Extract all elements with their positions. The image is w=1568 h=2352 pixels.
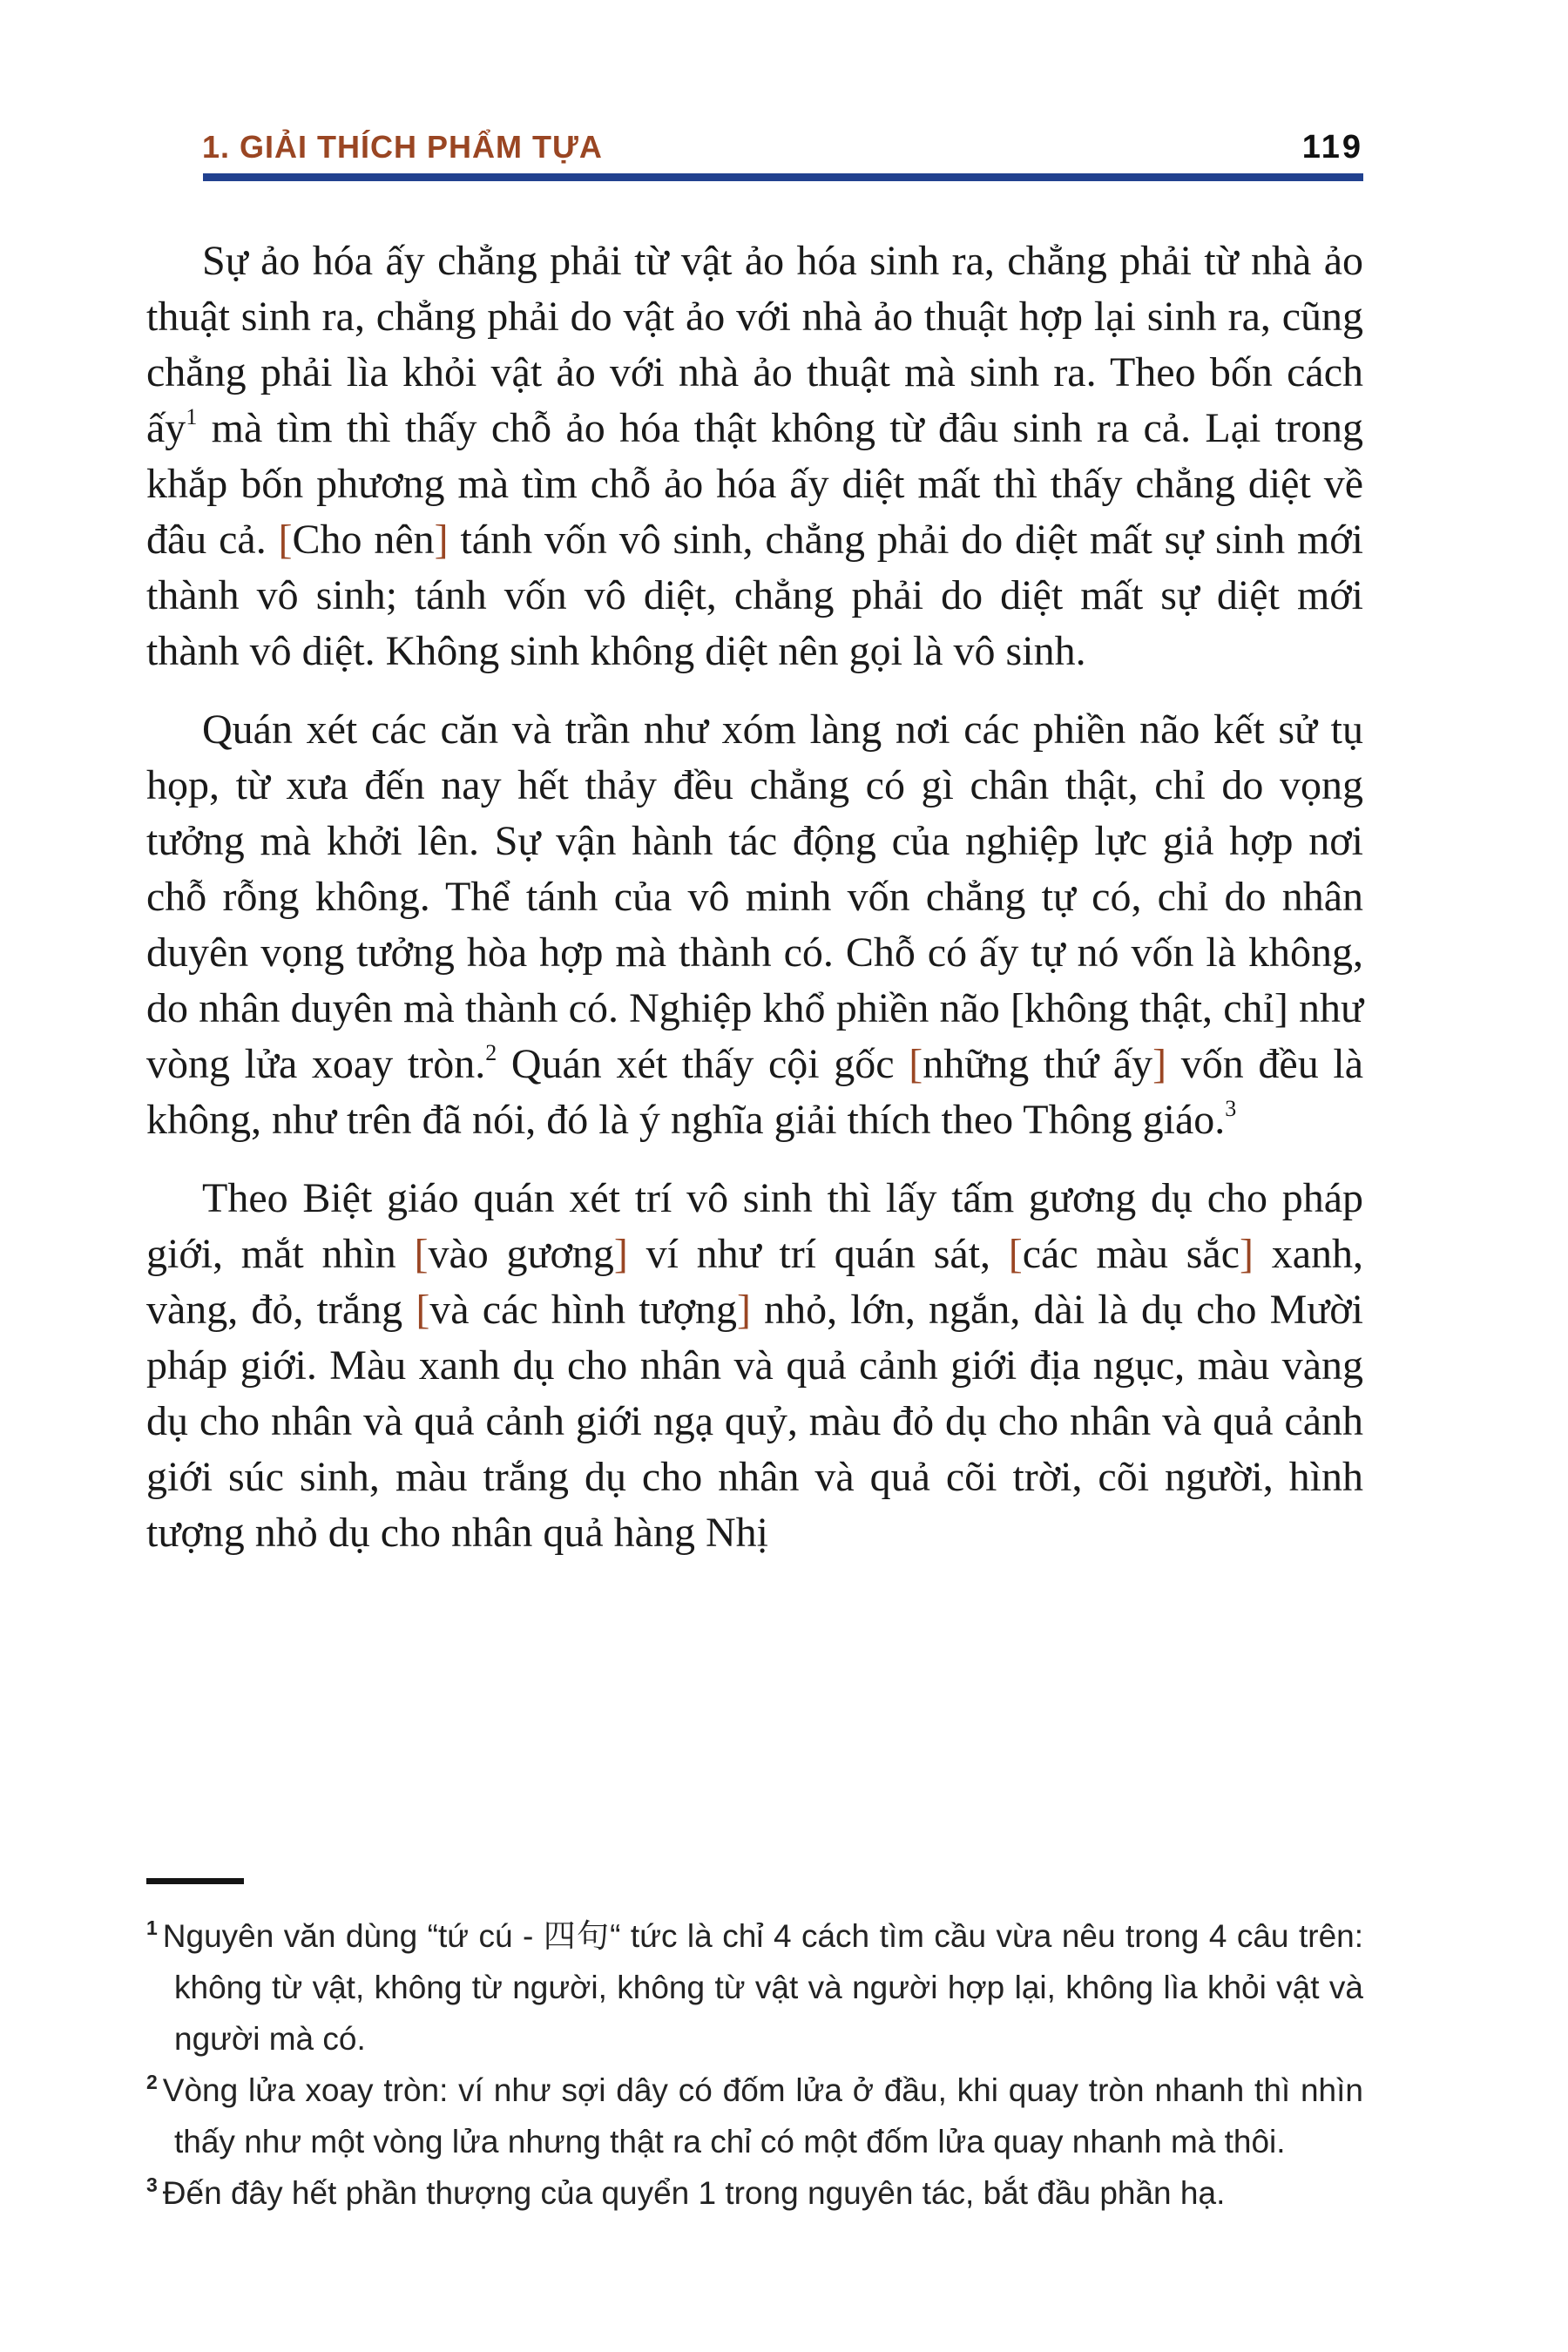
text-run: ví như trí quán sát, (627, 1231, 1009, 1277)
text-run: Theo Biệt giáo quán xét trí vô sinh thì lấy tấm gương dụ cho pháp giới, mắt nhìn (146, 1175, 1363, 1277)
text-run: Quán xét thấy cội gốc (497, 1041, 909, 1087)
open-bracket: [ (278, 517, 293, 563)
editorial-insertion (1009, 1231, 1254, 1277)
footnote-ref: 2 (485, 1040, 497, 1065)
open-bracket: [ (1008, 1231, 1023, 1277)
body-paragraph (146, 1171, 1363, 1561)
insertion-text: Cho nên (292, 517, 435, 563)
editorial-insertion (416, 1287, 751, 1333)
open-bracket: [ (414, 1231, 429, 1277)
chapter-title: 1. GIẢI THÍCH PHẨM TỰA (202, 129, 603, 165)
open-bracket: [ (909, 1041, 923, 1087)
body-text (146, 233, 1363, 1561)
open-bracket: [ (416, 1287, 430, 1333)
page-header (146, 129, 1363, 166)
text-run: Sự ảo hóa ấy chẳng phải từ vật ảo hóa sinh ra, chẳng phải từ nhà ảo thuật sinh ra, chẳng phải do vật ảo với nhà ảo thuật hợp lại sinh ra, cũng chẳng phải lìa khỏi vật ảo với nhà ảo thuật mà sinh ra. Theo bốn cách ấy (146, 238, 1363, 451)
close-bracket: ] (1152, 1041, 1167, 1087)
close-bracket: ] (1240, 1231, 1254, 1277)
footnote-text: Đến đây hết phần thượng của quyển 1 trong nguyên tác, bắt đầu phần hạ. (162, 2175, 1226, 2211)
insertion-text: và các hình tượng (429, 1287, 737, 1333)
footnotes-section (146, 1910, 1363, 2219)
insertion-text: vào gương (428, 1231, 614, 1277)
footnote-marker: 2 (146, 2071, 158, 2093)
text-run: xanh, vàng, đỏ, trắng (146, 1231, 1364, 1333)
footnote (146, 1910, 1363, 2065)
insertion-text: các màu sắc (1022, 1231, 1240, 1277)
footnote-ref: 1 (186, 404, 198, 429)
footnote-marker: 3 (146, 2173, 158, 2196)
text-run: tánh vốn vô sinh, chẳng phải do diệt mất sự sinh mới thành vô sinh; tánh vốn vô diệt, chẳng phải do diệt mất sự diệt mới thành vô diệt. Không sinh không diệt nên gọi là vô sinh. (146, 517, 1364, 674)
footnote (146, 2065, 1363, 2167)
header-rule (203, 173, 1363, 181)
insertion-text: những thứ ấy (923, 1041, 1153, 1087)
body-paragraph (146, 233, 1363, 679)
footnote-ref: 3 (1225, 1096, 1237, 1121)
text-run: nhỏ, lớn, ngắn, dài là dụ cho Mười pháp giới. Màu xanh dụ cho nhân và quả cảnh giới địa ngục, màu vàng dụ cho nhân và quả cảnh giới ngạ quỷ, màu đỏ dụ cho nhân và quả cảnh giới súc sinh, màu trắng dụ cho nhân và quả cõi trời, cõi người, hình tượng nhỏ dụ cho nhân quả hàng Nhị (146, 1287, 1363, 1556)
text-run: vốn đều là không, như trên đã nói, đó là ý nghĩa giải thích theo Thông giáo. (146, 1041, 1364, 1143)
body-paragraph (146, 702, 1363, 1148)
close-bracket: ] (736, 1287, 751, 1333)
text-run: mà tìm thì thấy chỗ ảo hóa thật không từ đâu sinh ra cả. Lại trong khắp bốn phương mà tìm chỗ ảo hóa ấy diệt mất thì thấy chẳng diệt về đâu cả. (146, 405, 1363, 563)
footnote-marker: 1 (146, 1916, 158, 1939)
editorial-insertion (909, 1041, 1166, 1087)
footnote-separator (146, 1878, 244, 1884)
footnote-text: Nguyên văn dùng “tứ cú - 四句“ tức là chỉ 4 cách tìm cầu vừa nêu trong 4 câu trên: không từ vật, không từ người, không từ vật và người hợp lại, không lìa khỏi vật và người mà có. (162, 1918, 1363, 2057)
page-number: 119 (1301, 129, 1363, 166)
footnote (146, 2167, 1363, 2219)
editorial-insertion (279, 517, 449, 563)
footnote-text: Vòng lửa xoay tròn: ví như sợi dây có đốm lửa ở đầu, khi quay tròn nhanh thì nhìn thấy như một vòng lửa nhưng thật ra chỉ có một đốm lửa quay nhanh mà thôi. (162, 2072, 1363, 2159)
close-bracket: ] (613, 1231, 628, 1277)
close-bracket: ] (434, 517, 449, 563)
editorial-insertion (415, 1231, 628, 1277)
text-run: Quán xét các căn và trần như xóm làng nơi các phiền não kết sử tụ họp, từ xưa đến nay hết thảy đều chẳng có gì chân thật, chỉ do vọng tưởng mà khởi lên. Sự vận hành tác động của nghiệp lực giả hợp nơi chỗ rỗng không. Thể tánh của vô minh vốn chẳng tự có, chỉ do nhân duyên vọng tưởng hòa hợp mà thành có. Chỗ có ấy tự nó vốn là không, do nhân duyên mà thành có. Nghiệp khổ phiền não [không thật, chỉ] như vòng lửa xoay tròn. (146, 706, 1363, 1087)
